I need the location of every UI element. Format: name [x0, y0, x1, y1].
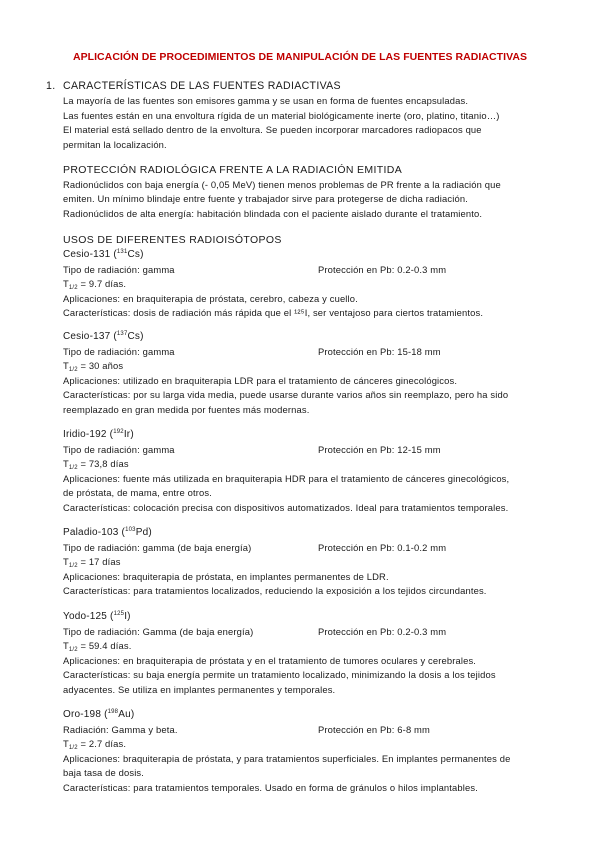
- radiation-row: Tipo de radiación: Gamma (de baja energía) Protección en Pb: 0.2-0.3 mm: [63, 625, 563, 640]
- isotope-name: Cesio-137 ($^{137}$Cs): [63, 331, 144, 342]
- isotope-block-cesio-131: [63, 247, 563, 321]
- paragraph-line: emiten. Un mínimo blindaje entre fuente y trabajador sirve para protegerse de dicha radiación.: [63, 193, 468, 205]
- isotope-name: Iridio-192 ($^{192}$Ir): [63, 429, 134, 440]
- characteristics-line: Características: colocación precisa con dispositivos automatizados. Ideal para tratamientos temporales.: [63, 501, 509, 513]
- pb-protection: Protección en Pb: 0.2-0.3 mm: [318, 263, 447, 275]
- applications-line: Aplicaciones: en braquiterapia de próstata, cerebro, cabeza y cuello.: [63, 292, 358, 304]
- half-life: $T_{1/2} = 2.7$ días.: [63, 738, 127, 752]
- section-title: CARACTERÍSTICAS DE LAS FUENTES RADIACTIVAS: [63, 80, 341, 92]
- paragraph-line: permitan la localización.: [63, 138, 167, 150]
- paragraph-line: La mayoría de las fuentes son emisores gamma y se usan en forma de fuentes encapsuladas.: [63, 95, 469, 106]
- pb-protection: Protección en Pb: 0.1-0.2 mm: [318, 541, 447, 553]
- characteristics-line: Características: para tratamientos temporales. Usado en forma de gránulos o hilos implantables.: [63, 781, 478, 793]
- radiation-row: Tipo de radiación: gamma Protección en Pb: 15-18 mm: [63, 345, 563, 360]
- isotope-block-cesio-137: [63, 329, 563, 418]
- radiation-row: Tipo de radiación: gamma (de baja energía) Protección en Pb: 0.1-0.2 mm: [63, 541, 563, 556]
- applications-line: Aplicaciones: braquiterapia de próstata, y para tratamientos superficiales. En implantes permanentes de: [63, 752, 511, 764]
- section-1-heading: [46, 80, 341, 92]
- paragraph-line: Radionúclidos de alta energía: habitación blindada con el paciente aislado durante el tratamiento.: [63, 207, 483, 219]
- isotope-name: Oro-198 ($^{198}$Au): [63, 709, 135, 720]
- section-3-heading: USOS DE DIFERENTES RADIOISÓTOPOS: [63, 234, 282, 246]
- characteristics-line: Características: dosis de radiación más rápida que el ¹²⁵I, ser ventajoso para ciertos tratamientos.: [63, 307, 484, 319]
- section-1-body: [63, 94, 563, 152]
- half-life: $T_{1/2} = 17$ días: [63, 556, 121, 570]
- isotope-name: Paladio-103 ($^{103}$Pd): [63, 527, 152, 538]
- half-life: $T_{1/2} = 30$ años: [63, 360, 124, 374]
- paragraph-line: Las fuentes están en una envoltura rígida de un material biológicamente inerte (oro, platino, titanio…): [63, 109, 500, 121]
- characteristics-line: Características: para tratamientos localizados, reduciendo la exposición a los tejidos circundantes.: [63, 585, 487, 597]
- characteristics-line: reemplazado en gran medida por fuentes más modernas.: [63, 403, 310, 415]
- section-2-heading: PROTECCIÓN RADIOLÓGICA FRENTE A LA RADIACIÓN EMITIDA: [63, 164, 403, 176]
- applications-line: Aplicaciones: en braquiterapia de próstata y en el tratamiento de tumores oculares y cerebrales.: [63, 654, 477, 666]
- half-life: $T_{1/2} = 73,8$ días: [63, 458, 129, 472]
- section-number: 1.: [46, 80, 56, 92]
- characteristics-line: Características: por su larga vida media, puede usarse durante varios años sin reemplazo, pero ha sido: [63, 389, 509, 401]
- isotope-name: Yodo-125 ($^{125}$I): [63, 611, 131, 622]
- radiation-row: Tipo de radiación: gamma Protección en Pb: 0.2-0.3 mm: [63, 263, 563, 278]
- applications-line: Aplicaciones: braquiterapia de próstata, en implantes permanentes de LDR.: [63, 570, 389, 582]
- pb-protection: Protección en Pb: 0.2-0.3 mm: [318, 625, 447, 637]
- applications-line: baja tasa de dosis.: [63, 767, 145, 779]
- section-3-heading-wrap: [63, 233, 563, 248]
- half-life: $T_{1/2} = 59.4$ días.: [63, 640, 132, 654]
- isotope-block-oro-198: [63, 707, 563, 796]
- document-title: APLICACIÓN DE PROCEDIMIENTOS DE MANIPULACIÓN DE LAS FUENTES RADIACTIVAS: [72, 51, 528, 63]
- characteristics-line: Características: su baja energía permite un tratamiento localizado, minimizando la dosis a los tejidos: [63, 669, 496, 681]
- isotope-block-yodo-125: [63, 609, 563, 698]
- isotope-block-iridio-192: [63, 427, 563, 516]
- radiation-row: Tipo de radiación: gamma Protección en Pb: 12-15 mm: [63, 443, 563, 458]
- isotope-block-paladio-103: [63, 525, 563, 599]
- characteristics-line: adyacentes. Se utiliza en implantes permanentes y temporales.: [63, 683, 336, 695]
- section-2: [63, 163, 563, 221]
- isotope-name: Cesio-131 ($^{131}$Cs): [63, 249, 144, 260]
- applications-line: Aplicaciones: utilizado en braquiterapia LDR para el tratamiento de cánceres ginecológicos.: [63, 374, 458, 386]
- applications-line: Aplicaciones: fuente más utilizada en braquiterapia HDR para el tratamiento de cánceres ginecológicos,: [63, 472, 510, 484]
- applications-line: de próstata, de mama, entre otros.: [63, 487, 212, 499]
- paragraph-line: Radionúclidos con baja energía (- 0,05 MeV) tienen menos problemas de PR frente a la radiación que: [63, 178, 501, 190]
- pb-protection: Protección en Pb: 12-15 mm: [318, 443, 441, 455]
- half-life: $T_{1/2} = 9.7$ días.: [63, 278, 127, 292]
- pb-protection: Protección en Pb: 6-8 mm: [318, 723, 430, 735]
- paragraph-line: El material está sellado dentro de la envoltura. Se pueden incorporar marcadores radiopacos que: [63, 124, 482, 136]
- radiation-row: Radiación: Gamma y beta. Protección en Pb: 6-8 mm: [63, 723, 563, 738]
- pb-protection: Protección en Pb: 15-18 mm: [318, 345, 441, 357]
